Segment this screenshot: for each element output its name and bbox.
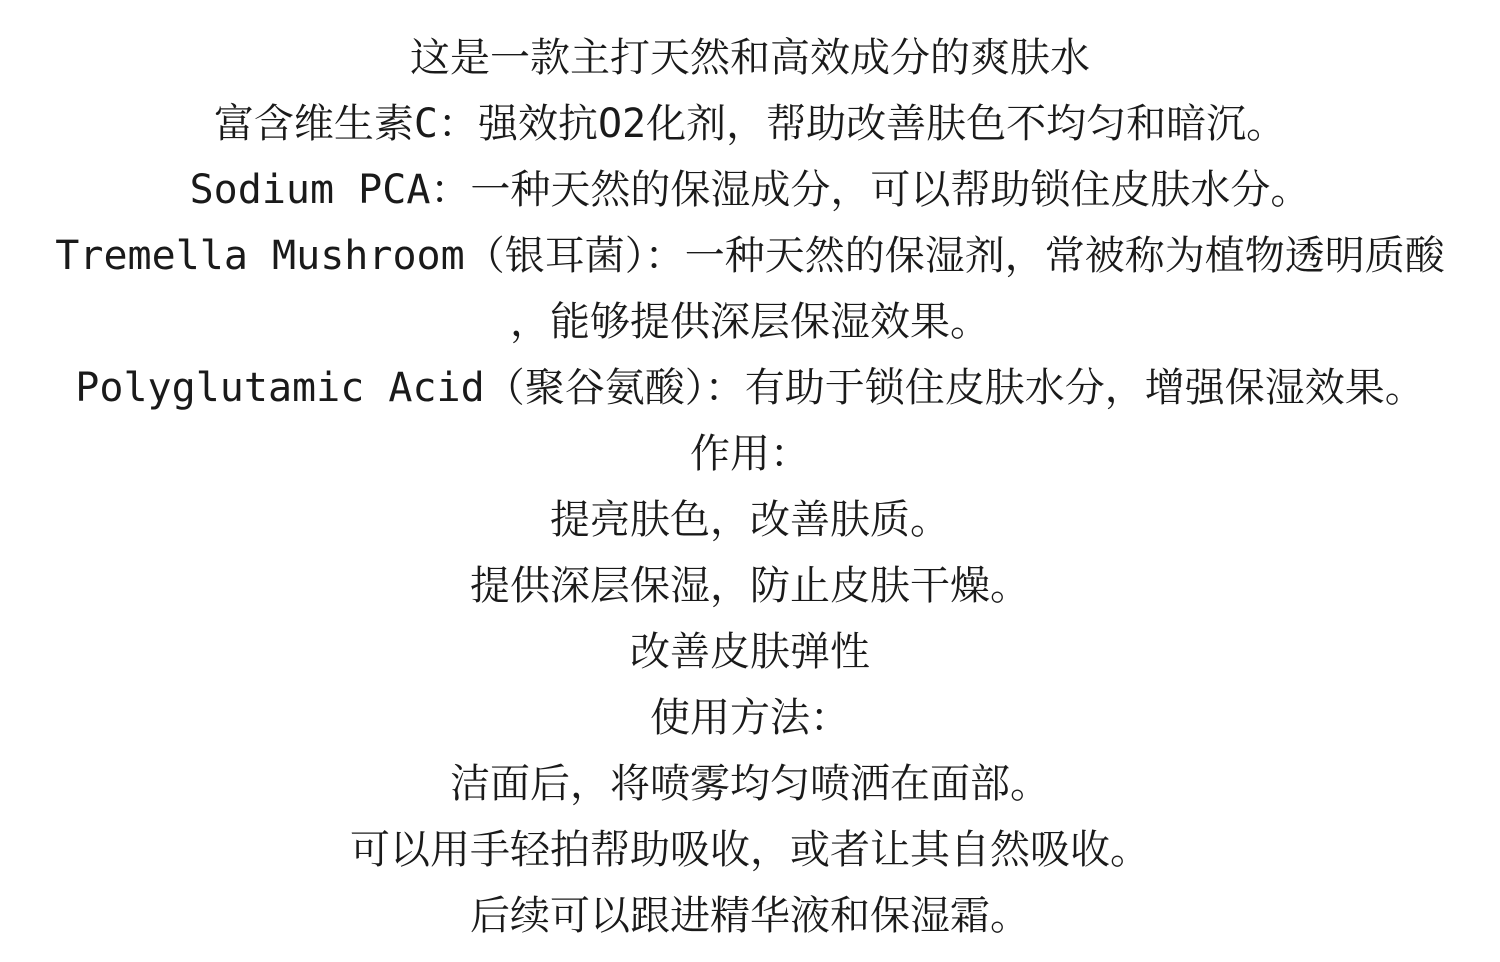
effects-heading: 作用： (690, 431, 810, 477)
ingredient-tremella: Tremella Mushroom（银耳菌）：一种天然的保湿剂，常被称为植物透明质酸 (55, 233, 1445, 279)
ingredient-polyglutamic: Polyglutamic Acid（聚谷氨酸）：有助于锁住皮肤水分，增强保湿效果。 (75, 365, 1425, 411)
ingredient-vitamin-c: 富含维生素C：强效抗O2化剂，帮助改善肤色不均匀和暗沉。 (213, 101, 1287, 147)
effect-elasticity: 改善皮肤弹性 (630, 629, 870, 675)
usage-step-spray: 洁面后，将喷雾均匀喷洒在面部。 (450, 761, 1050, 807)
effect-brighten: 提亮肤色，改善肤质。 (550, 497, 950, 543)
usage-step-pat: 可以用手轻拍帮助吸收，或者让其自然吸收。 (350, 827, 1150, 873)
effect-hydrate: 提供深层保湿，防止皮肤干燥。 (470, 563, 1030, 609)
ingredient-sodium-pca: Sodium PCA：一种天然的保湿成分，可以帮助锁住皮肤水分。 (189, 167, 1311, 213)
ingredient-tremella-cont: ，能够提供深层保湿效果。 (510, 299, 990, 345)
intro-line: 这是一款主打天然和高效成分的爽肤水 (410, 35, 1090, 81)
usage-step-followup: 后续可以跟进精华液和保湿霜。 (470, 893, 1030, 939)
usage-heading: 使用方法： (650, 695, 850, 741)
